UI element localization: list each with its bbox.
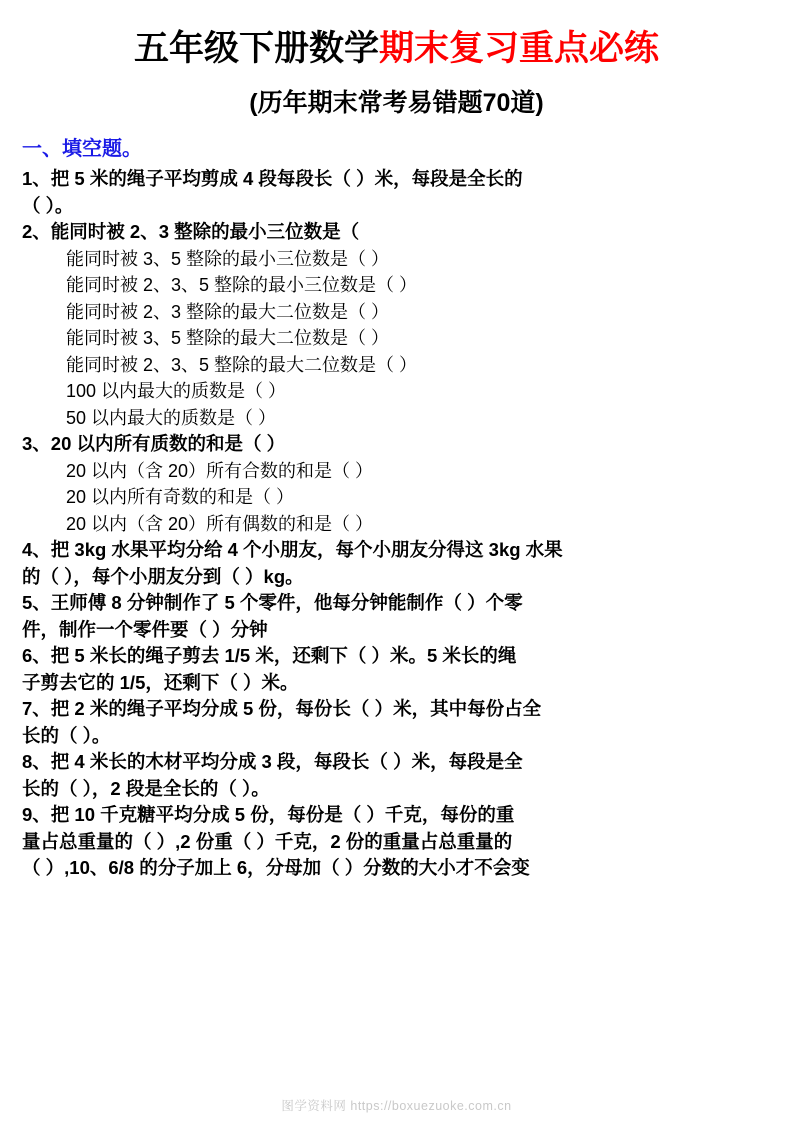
sub-item: 能同时被 3、5 整除的最小三位数是（ ） [66, 248, 390, 269]
question-item: 6、把 5 米长的绳子剪去 1/5 米，还剩下（ ）米。5 米长的绳 [22, 645, 517, 666]
question-item: 4、把 3kg 水果平均分给 4 个小朋友，每个小朋友分得这 3kg 水果 [22, 539, 563, 560]
question-item: 5、王师傅 8 分钟制作了 5 个零件，他每分钟能制作（ ）个零 [22, 592, 523, 613]
sub-item: 20 以内（含 20）所有偶数的和是（ ） [66, 513, 374, 534]
question-item: 3、20 以内所有质数的和是（ ） [22, 433, 286, 454]
question-item: 8、把 4 米长的木材平均分成 3 段，每段长（ ）米，每段是全 [22, 751, 523, 772]
sub-item: 100 以内最大的质数是（ ） [66, 381, 287, 401]
page-title-red: 期末复习重点必练 [379, 29, 660, 68]
page-subtitle: (历年期末常考易错题70道) [249, 89, 544, 117]
page-title [22, 26, 771, 72]
sub-item: 50 以内最大的质数是（ ） [66, 407, 277, 428]
sub-item: 20 以内（含 20）所有合数的和是（ ） [66, 460, 374, 481]
sub-item: 20 以内所有奇数的和是（ ） [66, 487, 295, 507]
footer-watermark: 图学资料网 https://boxuezuoke.com.cn [281, 1099, 512, 1113]
section-heading [22, 136, 771, 162]
question-item: 的（ ），每个小朋友分到（ ）kg。 [22, 565, 304, 587]
sub-item: 能同时被 2、3、5 整除的最大二位数是（ ） [66, 354, 418, 375]
question-item: 1、把 5 米的绳子平均剪成 4 段每段长（ ）米，每段是全长的 [22, 168, 523, 189]
section-heading-text: 一、填空题 [22, 138, 122, 160]
question-item: 件，制作一个零件要（ ）分钟 [22, 618, 268, 640]
page-title-black: 五年级下册数学 [133, 29, 379, 68]
question-item: 9、把 10 千克糖平均分成 5 份，每份是（ ）千克，每份的重 [22, 804, 515, 825]
sub-item: 能同时被 2、3、5 整除的最小三位数是（ ） [66, 275, 418, 295]
question-list [22, 166, 771, 882]
question-item: （ ）。 [22, 194, 74, 216]
sub-item: 能同时被 3、5 整除的最大二位数是（ ） [66, 328, 390, 348]
question-item: 长的（ ）。 [22, 724, 111, 746]
question-item: 子剪去它的 1/5，还剩下（ ）米。 [22, 671, 299, 693]
question-item: （ ）,10、6/8 的分子加上 6，分母加（ ）分数的大小才不会变 [22, 857, 530, 878]
question-item: 7、把 2 米的绳子平均分成 5 份，每份长（ ）米，其中每份占全 [22, 698, 542, 719]
question-item: 长的（ ），2 段是全长的（ ）。 [22, 777, 270, 799]
sub-item: 能同时被 2、3 整除的最大二位数是（ ） [66, 301, 390, 322]
question-item: 2、能同时被 2、3 整除的最小三位数是（ [22, 221, 360, 242]
section-heading-dot: 。 [122, 138, 142, 160]
question-item: 量占总重量的（ ）,2 份重（ ）千克，2 份的重量占总重量的 [22, 830, 513, 852]
